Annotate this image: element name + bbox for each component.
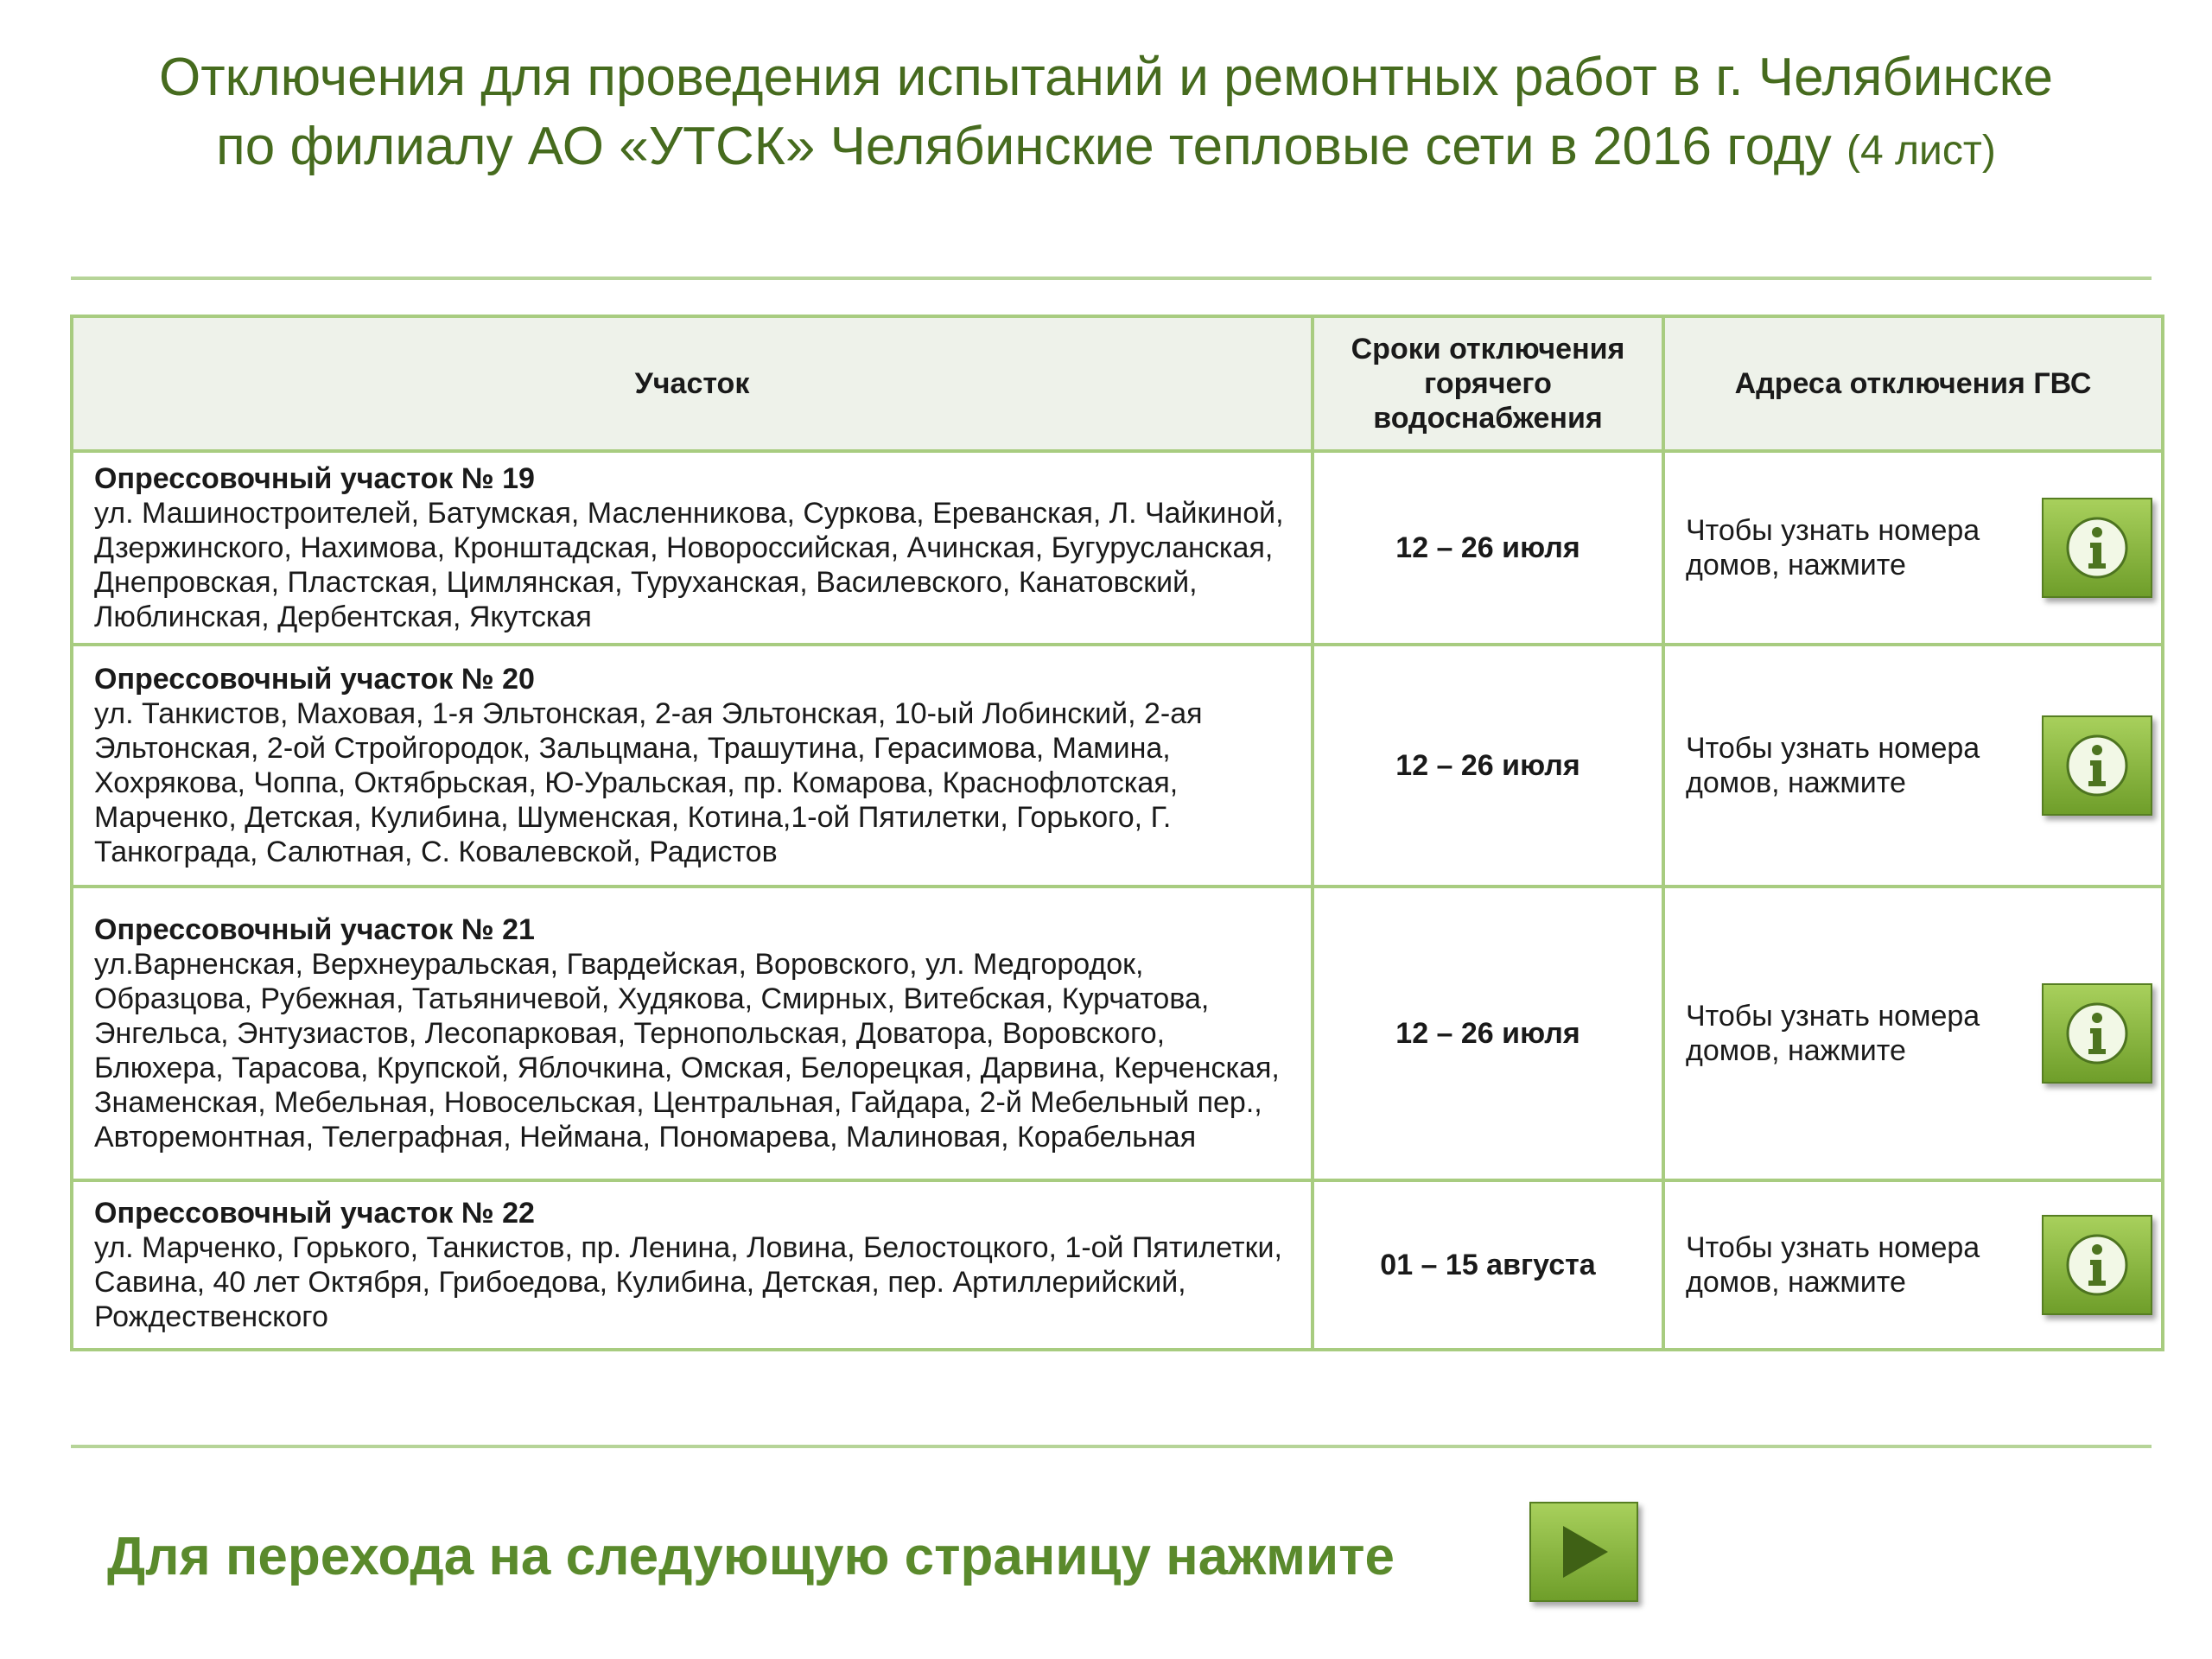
address-link-text: Чтобы узнать номера домов, нажмите — [1686, 1231, 1980, 1299]
table-row — [72, 1180, 2163, 1350]
info-icon — [2063, 513, 2132, 582]
table-row — [72, 645, 2163, 887]
address-link-text: Чтобы узнать номера домов, нажмите — [1686, 514, 1980, 582]
date-cell: 12 – 26 июля — [1313, 451, 1663, 645]
page-title — [0, 43, 2212, 186]
area-name: Опрессовочный участок № 22 — [94, 1197, 535, 1230]
info-button[interactable] — [2042, 1215, 2152, 1315]
info-button[interactable] — [2042, 498, 2152, 598]
next-page-label: Для перехода на следующую страницу нажмите — [107, 1527, 1395, 1586]
address-cell — [1663, 645, 2163, 887]
area-name: Опрессовочный участок № 20 — [94, 663, 535, 696]
page-title-line1: Отключения для проведения испытаний и ремонтных работ в г. Челябинске — [159, 48, 2053, 107]
column-header-dates: Сроки отключения горячего водоснабжения — [1313, 316, 1663, 451]
info-icon — [2063, 1230, 2132, 1300]
table-row — [72, 451, 2163, 645]
area-cell — [72, 1180, 1313, 1350]
area-name: Опрессовочный участок № 19 — [94, 462, 535, 495]
area-cell — [72, 451, 1313, 645]
page-title-line2 — [0, 112, 2212, 186]
address-link-text: Чтобы узнать номера домов, нажмите — [1686, 1000, 1980, 1067]
date-cell: 01 – 15 августа — [1313, 1180, 1663, 1350]
info-button[interactable] — [2042, 715, 2152, 816]
address-cell — [1663, 887, 2163, 1180]
column-header-addresses: Адреса отключения ГВС — [1663, 316, 2163, 451]
area-cell — [72, 887, 1313, 1180]
area-streets: ул. Танкистов, Маховая, 1-я Эльтонская, 2-ая Эльтонская, 10-ый Лобинский, 2-ая Эльтонская, 2-ой Стройгородок, Зальцмана, Трашутина, Герасимова, Мамина, Хохрякова, Чоппа, Октябрьская, Ю-Уральская, пр. Комарова, Краснофлотская, Марченко, Детская, Кулибина, Шуменская, Котина,1-ой Пятилетки, Горького, Г. Танкограда, Салютная, С. Ковалевской, Радистов — [94, 697, 1203, 868]
area-streets: ул.Варненская, Верхнеуральская, Гвардейская, Воровского, ул. Медгородок, Образцова, Рубежная, Татьяничевой, Худякова, Смирных, Витебская, Курчатова, Энгельса, Энтузиастов, Лесопарковая, Тернопольская, Доватора, Воровского, Блюхера, Тарасова, Крупской, Яблочкина, Омская, Белорецкая, Дарвина, Керченская, Знаменская, Мебельная, Новосельская, Центральная, Гайдара, 2-й Мебельный пер., Авторемонтная, Телеграфная, Неймана, Пономарева, Малиновая, Корабельная — [94, 948, 1280, 1154]
bottom-divider — [71, 1445, 2152, 1448]
info-button[interactable] — [2042, 983, 2152, 1084]
area-cell — [72, 645, 1313, 887]
page-title-text: по филиалу АО «УТСК» Челябинские тепловые сети в 2016 году — [216, 117, 1832, 176]
info-icon — [2063, 731, 2132, 800]
table-row — [72, 887, 2163, 1180]
play-arrow-icon — [1551, 1519, 1617, 1585]
area-name: Опрессовочный участок № 21 — [94, 913, 535, 946]
top-divider — [71, 276, 2152, 280]
sheet-number: (4 лист) — [1847, 128, 1996, 174]
table-header-row — [72, 316, 2163, 451]
area-streets: ул. Машиностроителей, Батумская, Масленникова, Суркова, Ереванская, Л. Чайкиной, Дзержинского, Нахимова, Кронштадская, Новороссийская, Ачинская, Бугурусланская, Днепровская, Пластская, Цимлянская, Туруханская, Василевского, Канатовский, Люблинская, Дербентская, Якутская — [94, 497, 1284, 633]
info-icon — [2063, 999, 2132, 1068]
date-cell: 12 – 26 июля — [1313, 887, 1663, 1180]
area-streets: ул. Марченко, Горького, Танкистов, пр. Ленина, Ловина, Белостоцкого, 1-ой Пятилетки, Савина, 40 лет Октября, Грибоедова, Кулибина, Детская, пер. Артиллерийский, Рождественского — [94, 1231, 1282, 1333]
date-cell: 12 – 26 июля — [1313, 645, 1663, 887]
column-header-area: Участок — [72, 316, 1313, 451]
next-page-button[interactable] — [1529, 1502, 1638, 1602]
address-cell — [1663, 1180, 2163, 1350]
outage-table — [70, 315, 2164, 1351]
address-cell — [1663, 451, 2163, 645]
address-link-text: Чтобы узнать номера домов, нажмите — [1686, 732, 1980, 799]
